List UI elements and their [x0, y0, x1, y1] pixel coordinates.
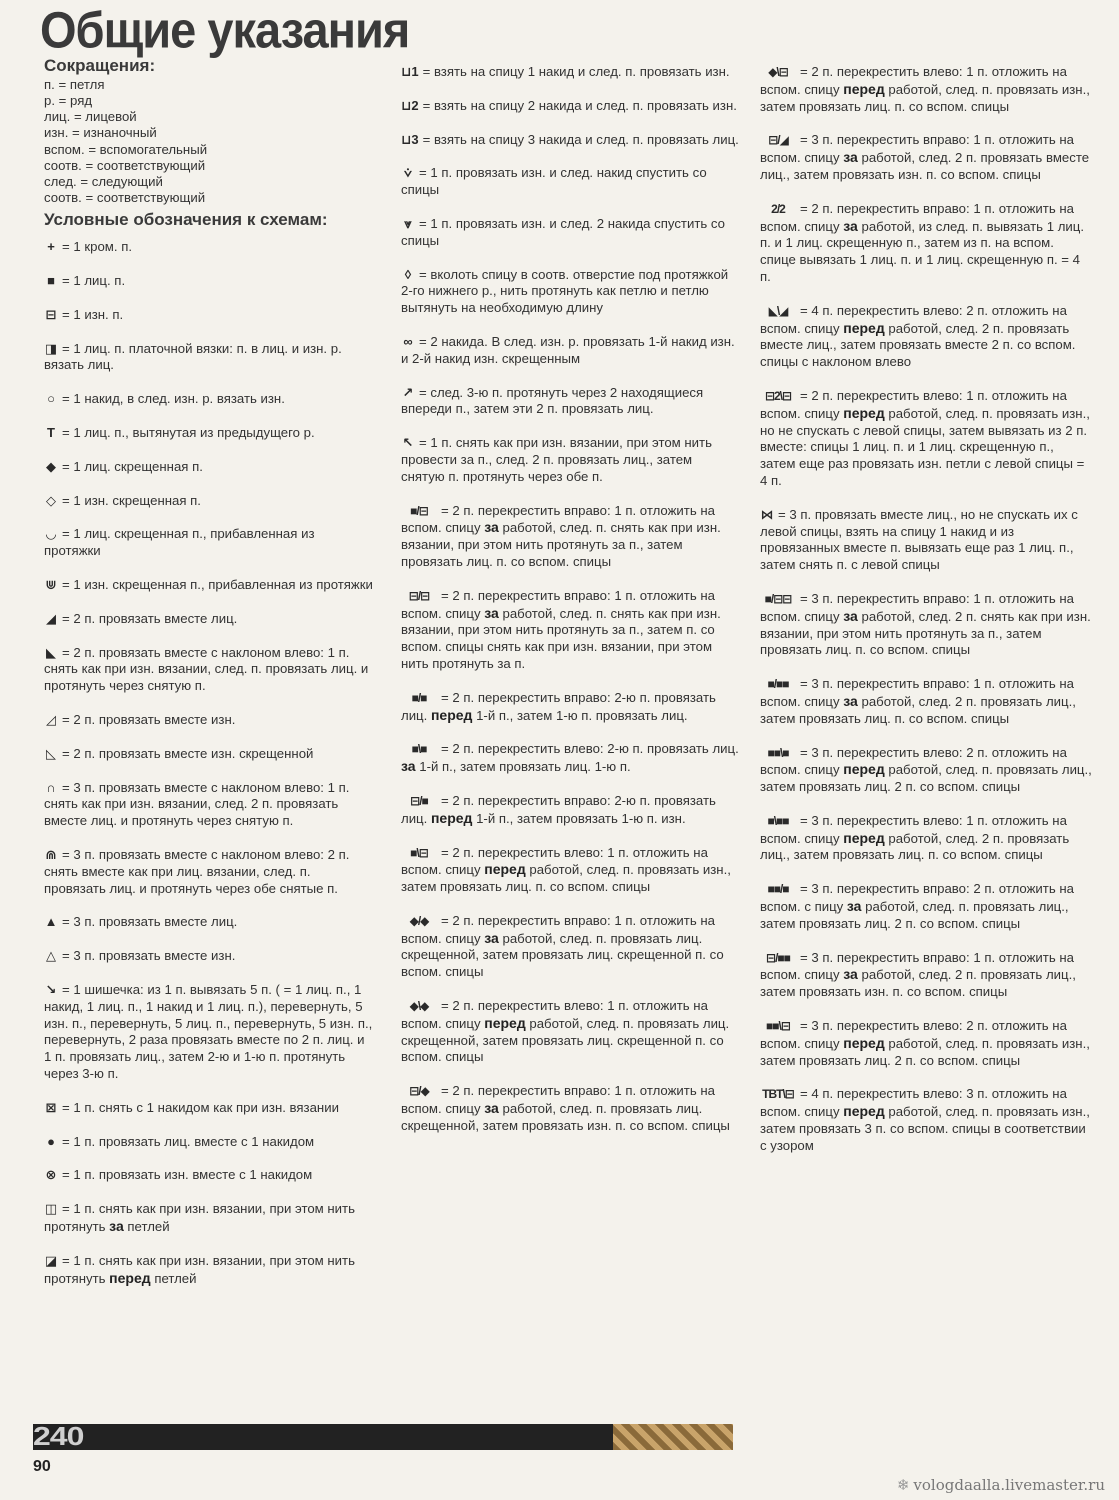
legend-entry	[44, 526, 374, 560]
legend-entry	[401, 435, 739, 485]
legend-text: = взять на спицу 1 накид и след. п. провязать изн.	[422, 64, 730, 79]
legend-entry	[760, 201, 1092, 286]
legend-text: = 1 п. провязать лиц. вместе с 1 накидом	[62, 1133, 315, 1149]
legend-entry	[401, 98, 739, 115]
chart-symbol-icon: ■/⊟	[410, 503, 428, 518]
legend-entry	[401, 913, 739, 981]
legend-entry	[760, 1086, 1092, 1154]
emphasis-word: за	[843, 217, 858, 234]
chart-symbol-icon: ⊟/◢	[768, 133, 788, 148]
legend-entry	[760, 64, 1092, 115]
legend-entry	[44, 1167, 374, 1184]
chart-symbol-icon: TBT\⊟	[762, 1087, 794, 1102]
chart-symbol-icon: ⋓	[45, 576, 57, 592]
chart-symbol-icon: ↘	[45, 981, 57, 997]
symbols-heading: Условные обозначения к схемам:	[44, 210, 328, 230]
legend-text-tail: петлей	[127, 1218, 170, 1234]
bottom-bar-number: 240	[33, 1424, 84, 1450]
chart-symbol-icon: ◡	[46, 526, 56, 542]
chart-symbol-icon: ■\■	[411, 742, 427, 757]
chart-symbol-icon: ◆\◆	[409, 999, 429, 1014]
legend-text: = 2 п. провязать вместе лиц.	[62, 610, 238, 626]
legend-entry	[44, 425, 374, 442]
chart-symbol-icon: ■■\■	[767, 745, 789, 760]
emphasis-word: перед	[843, 761, 885, 778]
legend-text: = 3 п. провязать вместе изн.	[62, 948, 236, 964]
legend-text-tail: работой, след. п. провязать изн., затем провязать лиц. п. со вспом. спицы	[401, 862, 731, 895]
legend-entry	[44, 847, 374, 897]
legend-entry	[401, 385, 739, 419]
legend-text: = 1 изн. п.	[62, 306, 124, 322]
legend-text: = 4 п. перекрестить влево: 2 п. отложить на вспом. спицу	[760, 302, 1067, 336]
emphasis-word: за	[484, 604, 499, 621]
legend-text: = 1 п. снять как при изн. вязании, при этом нить протянуть	[44, 1252, 355, 1286]
legend-text: = 1 п. снять как при изн. вязании, при этом нить провести за п., след. 2 п. провязать лиц., затем снятую п. протянуть через обе п.	[401, 435, 712, 484]
legend-entry	[401, 132, 739, 149]
chart-symbol-icon: ◫	[44, 1201, 58, 1217]
legend-text-tail: работой, след. п. провязать изн., затем провязать 3 п. со вспом. спицы в соответствии с узором	[760, 1104, 1090, 1153]
legend-text: = 2 п. провязать вместе с наклоном влево: 1 п. снять как при изн. вязании, след. п. провязать лиц. и протянуть через снятую п.	[44, 644, 369, 694]
legend-text: = 2 п. перекрестить влево: 1 п. отложить на вспом. спицу	[760, 64, 1067, 97]
legend-text: = 1 п. снять как при изн. вязании, при этом нить протянуть	[44, 1201, 355, 1234]
legend-entry	[44, 273, 374, 290]
bottom-bar	[33, 1424, 733, 1450]
texture-image	[613, 1424, 733, 1450]
legend-entry	[760, 303, 1092, 371]
chart-symbol-icon: ◣	[46, 644, 56, 660]
abbreviations-list	[44, 77, 374, 207]
emphasis-word: за	[846, 898, 862, 915]
emphasis-word: перед	[843, 319, 885, 336]
emphasis-word: перед	[843, 1034, 885, 1051]
legend-text-tail: работой, след. п. провязать лиц., затем провязать лиц. 2 п. со вспом. спицы	[760, 899, 1069, 931]
legend-text: = 2 п. перекрестить вправо: 1 п. отложить на вспом. спицу	[401, 1083, 715, 1117]
legend-entry	[760, 1018, 1092, 1069]
legend-text: = 1 накид, в след. изн. р. вязать изн.	[62, 391, 285, 407]
legend-entry	[44, 780, 374, 830]
legend-text: = 1 п. провязать изн. и след. 2 накида спустить со спицы	[401, 215, 725, 248]
abbreviation-item: п. = петля	[44, 76, 105, 92]
legend-entry	[401, 793, 739, 828]
chart-symbol-icon: ∩	[46, 779, 56, 795]
chart-symbol-icon: ■	[47, 273, 55, 289]
legend-text-tail: работой, след. п. снять как при изн. вязании, при этом нить протянуть за п., затем провязать лиц. п. со вспом. спицы	[401, 520, 721, 569]
emphasis-word: перед	[843, 829, 885, 846]
column-3	[760, 64, 1092, 1172]
chart-symbol-icon: ◨	[44, 340, 58, 356]
legend-entry	[760, 745, 1092, 796]
abbreviation-item: лиц. = лицевой	[44, 109, 137, 125]
chart-symbol-icon: T	[47, 425, 55, 440]
chart-symbol-icon: ⊔1	[401, 64, 419, 79]
legend-text: = 1 лиц. п., вытянутая из предыдущего р.	[62, 425, 315, 440]
abbreviation-item: вспом. = вспомогательный	[44, 141, 208, 157]
legend-text: = 2 п. перекрестить вправо: 2-ю п. провязать лиц.	[401, 689, 716, 723]
legend-text: = 1 лиц. скрещенная п.	[62, 458, 203, 474]
chart-symbol-icon: △	[46, 948, 56, 964]
emphasis-word: перед	[109, 1269, 151, 1286]
legend-text: = 2 п. перекрестить влево: 1 п. отложить на вспом. спицу	[401, 844, 708, 878]
legend-text: = 2 п. перекрестить вправо: 1 п. отложить на вспом. спицу	[401, 587, 715, 621]
chart-symbol-icon: ⊟/■■	[766, 950, 790, 965]
legend-entry	[760, 950, 1092, 1001]
chart-symbol-icon: ⊟/⊟	[408, 588, 430, 603]
legend-text: = 2 п. провязать вместе изн. скрещенной	[62, 745, 314, 761]
legend-entry	[44, 611, 374, 628]
legend-text: = 1 лиц. скрещенная п., прибавленная из протяжки	[44, 526, 315, 559]
legend-text: = 1 кром. п.	[62, 239, 133, 255]
legend-text-tail: 1-й п., затем провязать 1-ю п. изн.	[476, 810, 686, 826]
legend-entry	[760, 813, 1092, 864]
legend-text-tail: работой, след. п. снять как при изн. вязании, при этом нить протянуть за п., затем п. со вспом. спицы снять как при изн. вязании, при этом нить протянуть за п.	[401, 605, 721, 671]
symbols-list-1	[44, 239, 374, 1287]
legend-text: = 1 п. провязать изн. вместе с 1 накидом	[62, 1167, 313, 1183]
abbreviation-item: след. = следующий	[44, 174, 163, 190]
legend-text: = 3 п. перекрестить вправо: 2 п. отложить на вспом. с пицу	[760, 881, 1074, 915]
legend-text: = 2 п. перекрестить вправо: 1 п. отложить на вспом. спицу	[401, 502, 715, 536]
chart-symbol-icon: ⊔3	[401, 131, 419, 147]
legend-text: = 3 п. перекрестить вправо: 1 п. отложить на вспом. спицу	[760, 132, 1074, 166]
legend-text: = взять на спицу 2 накида и след. п. провязать изн.	[422, 97, 737, 113]
legend-entry	[760, 881, 1092, 932]
legend-text-tail: работой, след. 2 п. провязать вместе лиц., затем провязать вместе 2 п. со вспом. спицы с наклоном влево	[760, 320, 1076, 370]
chart-symbol-icon: ⊟2\⊟	[764, 388, 792, 403]
legend-text: = 3 п. перекрестить влево: 2 п. отложить на вспом. спицу	[760, 744, 1067, 778]
legend-text-tail: работой, след. п. провязать лиц. скрещенной, затем провязать изн. п. со вспом. спицы	[401, 1101, 730, 1133]
legend-text: = 1 п. провязать изн. и след. накид спустить со спицы	[401, 165, 707, 198]
emphasis-word: перед	[430, 809, 473, 826]
chart-symbol-icon: ⋈	[760, 506, 774, 522]
legend-text: = 1 лиц. п.	[62, 273, 126, 289]
legend-text: = 3 п. провязать вместе лиц.	[62, 914, 238, 930]
legend-entry	[401, 1083, 739, 1134]
legend-entry	[401, 334, 739, 368]
legend-entry	[44, 746, 374, 763]
legend-text: = след. 3-ю п. протянуть через 2 находящиеся впереди п., затем эти 2 п. провязать лиц.	[401, 384, 704, 417]
legend-entry	[401, 267, 739, 317]
legend-entry	[44, 1201, 374, 1236]
chart-symbol-icon: ◺	[46, 745, 56, 761]
legend-text: = 3 п. провязать вместе с наклоном влево: 1 п. снять как при изн. вязании, след. 2 п. провязать вместе лиц. и протянуть через снятую п.	[44, 779, 350, 829]
chart-symbol-icon: 2/2	[771, 201, 785, 216]
chart-symbol-icon: ◆\⊟	[768, 65, 788, 79]
chart-symbol-icon: ■\■■	[767, 813, 789, 828]
legend-text: = 3 п. перекрестить вправо: 1 п. отложить на вспом. спицу	[760, 949, 1074, 983]
chart-symbol-icon: ◇	[46, 492, 56, 508]
legend-text-tail: работой, след. 2 п. провязать вместе лиц., затем провязать изн. п. со вспом. спицы	[760, 150, 1090, 182]
legend-text-tail: петлей	[154, 1270, 197, 1286]
legend-text-tail: работой, след. п. провязать изн., затем провязать лиц. 2 п. со вспом. спицы	[760, 1035, 1090, 1068]
legend-entry	[760, 676, 1092, 727]
emphasis-word: за	[484, 929, 499, 946]
legend-text: = 3 п. перекрестить вправо: 1 п. отложить на вспом. спицу	[760, 676, 1074, 709]
emphasis-word: за	[843, 149, 858, 166]
abbreviation-item: изн. = изнаночный	[44, 125, 157, 141]
chart-symbol-icon: ⊔2	[401, 97, 419, 113]
legend-entry	[760, 388, 1092, 490]
legend-entry	[44, 341, 374, 375]
chart-symbol-icon: ■/⊟⊟	[764, 591, 792, 606]
watermark	[897, 1476, 1105, 1494]
chart-symbol-icon: ■/■■	[767, 677, 789, 692]
legend-entry	[44, 459, 374, 476]
legend-entry	[44, 1134, 374, 1151]
emphasis-word: за	[843, 607, 858, 624]
legend-text-tail: работой, из след. п. вывязать 1 лиц. п. и 1 лиц. скрещенную п., затем из п. на вспом. спице вывязать 1 лиц. п. и 1 лиц. скрещенную п. = 4 п.	[760, 218, 1084, 284]
legend-text: = 3 п. провязать вместе лиц., но не спускать их с левой спицы, взять на спицу 1 накид и из провязанных вместе п. вывязать еще раз 1 лиц. п., затем снять п. с левой спицы	[760, 506, 1078, 573]
chart-symbol-icon: ↖	[402, 435, 414, 451]
legend-text: = 2 п. провязать вместе изн.	[62, 711, 236, 727]
emphasis-word: за	[484, 1100, 499, 1117]
chart-symbol-icon: ◆	[46, 458, 56, 474]
legend-text: = 2 п. перекрестить влево: 1 п. отложить на вспом. спицу	[760, 387, 1067, 421]
abbreviations-heading: Сокращения:	[44, 56, 156, 75]
legend-entry	[44, 307, 374, 324]
legend-text: = 1 шишечка: из 1 п. вывязать 5 п. ( = 1 лиц. п., 1 накид, 1 лиц. п., 1 накид и 1 лиц. п.), перевернуть, 5 изн. п., перевернуть, 5 лиц. п., перевернуть, 5 изн. п., перевернуть, 2 раза провязать вместе по 2 п. лиц. и 1 п. провязать лиц., затем 2-ю и 1-ю п. протянуть через 3-ю п.	[44, 981, 373, 1081]
chart-symbol-icon: ⊠	[45, 1099, 57, 1115]
legend-entry	[44, 577, 374, 594]
legend-entry	[760, 507, 1092, 574]
legend-text-tail: работой, след. п. провязать лиц. скрещенной, затем провязать лиц. скрещенной п. со вспом. спицы	[401, 1015, 730, 1065]
chart-symbol-icon: ◢	[46, 610, 56, 626]
abbreviation-item: соотв. = соответствующий	[44, 157, 206, 173]
legend-entry	[760, 591, 1092, 659]
legend-text: = 2 п. перекрестить вправо: 1 п. отложить на вспом. спицу	[401, 912, 715, 946]
legend-text: = 1 п. снять с 1 накидом как при изн. вязании	[62, 1099, 339, 1115]
emphasis-word: перед	[484, 861, 526, 878]
chart-symbol-icon: ⊟/◆	[409, 1084, 429, 1099]
legend-text: = 1 изн. скрещенная п., прибавленная из протяжки	[62, 576, 373, 592]
emphasis-word: за	[109, 1217, 124, 1234]
legend-entry	[401, 165, 739, 199]
legend-text-tail: работой, след. п. провязать изн., но не спускать с левой спицы, затем вывязать из 2 п. вместе: спицы 1 лиц. п. и 1 лиц. скрещенную п., затем еще раз провязать изн. петли с левой спицы = 4 п.	[760, 405, 1090, 488]
legend-text-tail: 1-й п., затем 1-ю п. провязать лиц.	[476, 707, 688, 723]
legend-text-tail: работой, след. п. провязать лиц., затем провязать лиц. 2 п. со вспом. спицы	[760, 762, 1092, 795]
legend-entry	[44, 645, 374, 695]
emphasis-word: перед	[843, 404, 885, 421]
legend-text-tail: работой, след. п. провязать изн., затем провязать лиц. п. со вспом. спицы	[760, 81, 1090, 114]
legend-text: = 2 п. перекрестить влево: 1 п. отложить на вспом. спицу	[401, 998, 708, 1031]
legend-text-tail: работой, след. п. провязать лиц. скрещенной, затем провязать лиц. скрещенной п. со вспом. спицы	[401, 930, 724, 980]
symbols-list-3	[760, 64, 1092, 1155]
legend-text: = 4 п. перекрестить влево: 3 п. отложить на вспом. спицу	[760, 1086, 1067, 1120]
legend-text: = 2 п. перекрестить влево: 2-ю п. провязать лиц.	[441, 741, 739, 757]
emphasis-word: перед	[843, 1103, 885, 1120]
chart-symbol-icon: ■\⊟	[410, 845, 428, 860]
chart-symbol-icon: ■■\⊟	[766, 1019, 790, 1034]
page-title: Общие указания	[40, 1, 410, 59]
legend-text: = вколоть спицу в соотв. отверстие под протяжкой 2-го нижнего р., нить протянуть как петлю и петлю вытянуть на необходимую длину	[401, 266, 729, 316]
legend-entry	[401, 503, 739, 571]
chart-symbol-icon: ⊗	[45, 1167, 57, 1183]
legend-entry	[401, 690, 739, 725]
legend-text: = 1 изн. скрещенная п.	[62, 492, 201, 508]
legend-entry	[44, 982, 374, 1083]
legend-text: = 3 п. провязать вместе с наклоном влево: 2 п. снять вместе как при лиц. вязании, след. п. провязать лиц. и протянуть через обе снятые п.	[44, 846, 350, 896]
legend-entry	[44, 493, 374, 510]
legend-entry	[401, 741, 739, 776]
legend-entry	[44, 1100, 374, 1117]
abbreviation-item: соотв. = соответствующий	[44, 190, 206, 206]
legend-text: = 2 п. перекрестить вправо: 2-ю п. провязать лиц.	[401, 792, 716, 826]
chart-symbol-icon: ■■/■	[767, 882, 789, 897]
legend-text-tail: работой, след. 2 п. провязать лиц., затем провязать лиц. п. со вспом. спицы	[760, 830, 1070, 863]
legend-text: = 3 п. перекрестить вправо: 1 п. отложить на вспом. спицу	[760, 590, 1074, 624]
legend-entry	[44, 712, 374, 729]
legend-text-tail: 1-й п., затем провязать лиц. 1-ю п.	[419, 759, 631, 775]
page-number: 90	[33, 1458, 51, 1475]
legend-entry	[401, 64, 739, 81]
chart-symbol-icon: ⩒	[404, 165, 412, 181]
legend-text-tail: работой, след. 2 п. снять как при изн. вязании, при этом нить протянуть за п., затем провязать лиц. п. со вспом. спицы	[760, 608, 1091, 658]
chart-symbol-icon: ∞	[403, 333, 413, 349]
chart-symbol-icon: ●	[47, 1133, 55, 1149]
legend-text: = 2 п. перекрестить вправо: 1 п. отложить на вспом. спицу	[760, 200, 1074, 234]
snowflake-icon: ❄	[896, 1476, 910, 1494]
legend-entry	[44, 239, 374, 256]
legend-entry	[44, 391, 374, 408]
chart-symbol-icon: ▲	[44, 914, 58, 930]
legend-entry	[44, 1253, 374, 1288]
chart-symbol-icon: ○	[47, 391, 55, 407]
legend-entry	[44, 948, 374, 965]
emphasis-word: за	[843, 692, 858, 709]
chart-symbol-icon: ◣\◢	[768, 303, 788, 318]
legend-text: = 2 накида. В след. изн. р. провязать 1-й накид изн. и 2-й накид изн. скрещенным	[401, 333, 735, 366]
chart-symbol-icon: +	[47, 239, 55, 255]
watermark-text: vologdaalla.livemaster.ru	[913, 1476, 1105, 1494]
emphasis-word: перед	[484, 1014, 526, 1031]
chart-symbol-icon: ⊟	[45, 306, 57, 322]
legend-entry	[401, 216, 739, 250]
chart-symbol-icon: ⩔	[404, 215, 412, 231]
emphasis-word: перед	[843, 80, 885, 97]
emphasis-word: перед	[430, 706, 473, 723]
legend-text-tail: работой, след. 2 п. провязать лиц., затем провязать изн. п. со вспом. спицы	[760, 967, 1076, 1000]
legend-entry	[44, 914, 374, 931]
emphasis-word: за	[843, 966, 858, 983]
legend-entry	[401, 588, 739, 673]
column-1	[44, 58, 374, 1304]
chart-symbol-icon: ◆/◆	[409, 913, 429, 928]
legend-text-tail: работой, след. 2 п. провязать лиц., затем провязать лиц. п. со вспом. спицы	[760, 693, 1076, 726]
emphasis-word: за	[401, 758, 416, 775]
chart-symbol-icon: ⋒	[45, 846, 57, 862]
legend-entry	[760, 132, 1092, 183]
chart-symbol-icon: ⊟/■	[410, 793, 428, 808]
emphasis-word: за	[484, 519, 499, 536]
chart-symbol-icon: ◪	[44, 1252, 58, 1268]
chart-symbol-icon: ■/■	[411, 690, 427, 705]
legend-entry	[401, 845, 739, 896]
legend-text: = 3 п. перекрестить влево: 2 п. отложить на вспом. спицу	[760, 1018, 1067, 1051]
column-2	[401, 64, 739, 1152]
symbols-list-2	[401, 64, 739, 1135]
legend-entry	[401, 998, 739, 1066]
chart-symbol-icon: ↗	[402, 384, 414, 400]
chart-symbol-icon: ◊	[404, 266, 412, 282]
abbreviation-item: р. = ряд	[44, 93, 93, 108]
legend-text: = 1 лиц. п. платочной вязки: п. в лиц. и изн. р. вязать лиц.	[44, 340, 342, 373]
legend-text: = 3 п. перекрестить влево: 1 п. отложить на вспом. спицу	[760, 812, 1067, 846]
chart-symbol-icon: ◿	[46, 711, 56, 727]
legend-text: = взять на спицу 3 накида и след. п. провязать лиц.	[422, 131, 739, 147]
